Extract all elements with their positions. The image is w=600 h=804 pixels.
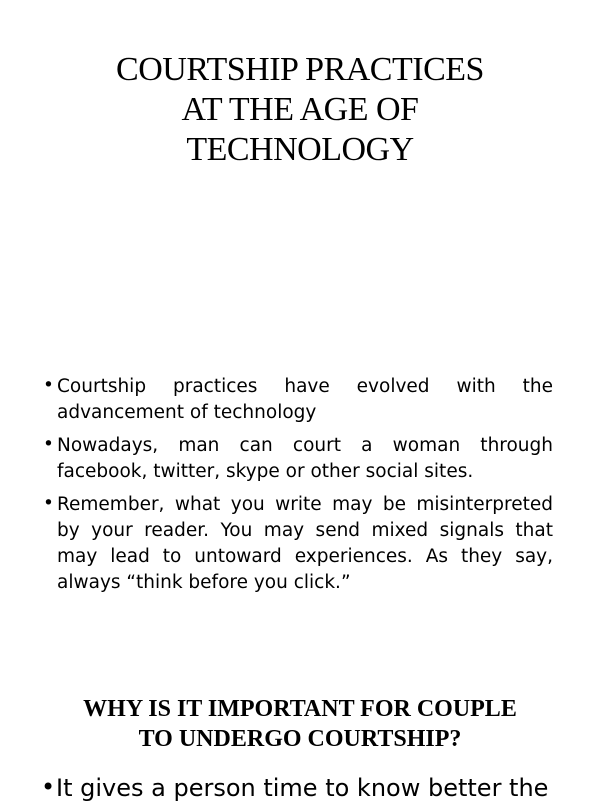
bullet-item xyxy=(40,492,553,596)
bullet-text: Courtship practices have evolved with the advancement of technology xyxy=(57,376,553,423)
bullet-icon: • xyxy=(43,375,54,396)
bullet-icon: • xyxy=(41,773,56,801)
title-line: TO UNDERGO COURTSHIP? xyxy=(138,726,462,752)
slide-title xyxy=(0,0,600,360)
slide-bullets xyxy=(0,360,600,650)
bullet-text: Nowadays, man can court a woman through facebook, twitter, skype or other social sites. xyxy=(57,435,553,482)
title-line: WHY IS IT IMPORTANT FOR COUPLE xyxy=(83,696,517,722)
slide-question-heading xyxy=(30,694,570,754)
title-line: AT THE AGE OF xyxy=(181,91,419,128)
bullet-item xyxy=(40,772,600,804)
bullet-item xyxy=(40,433,553,485)
bullet-list xyxy=(40,772,600,804)
bullet-icon: • xyxy=(43,493,54,514)
bullet-item xyxy=(40,374,553,426)
title-line: COURTSHIP PRACTICES xyxy=(116,51,484,88)
bullet-icon: • xyxy=(43,434,54,455)
bullet-text: Remember, what you write may be misinterpreted by your reader. You may send mixed signals that may lead to untoward experiences. As they say, always “think before you click.” xyxy=(57,494,553,593)
bullet-text: It gives a person time to know better the xyxy=(56,774,549,802)
title-line: TECHNOLOGY xyxy=(186,131,414,168)
slide-question xyxy=(0,650,600,800)
slide-title-heading xyxy=(40,50,560,170)
bullet-list xyxy=(40,374,553,603)
